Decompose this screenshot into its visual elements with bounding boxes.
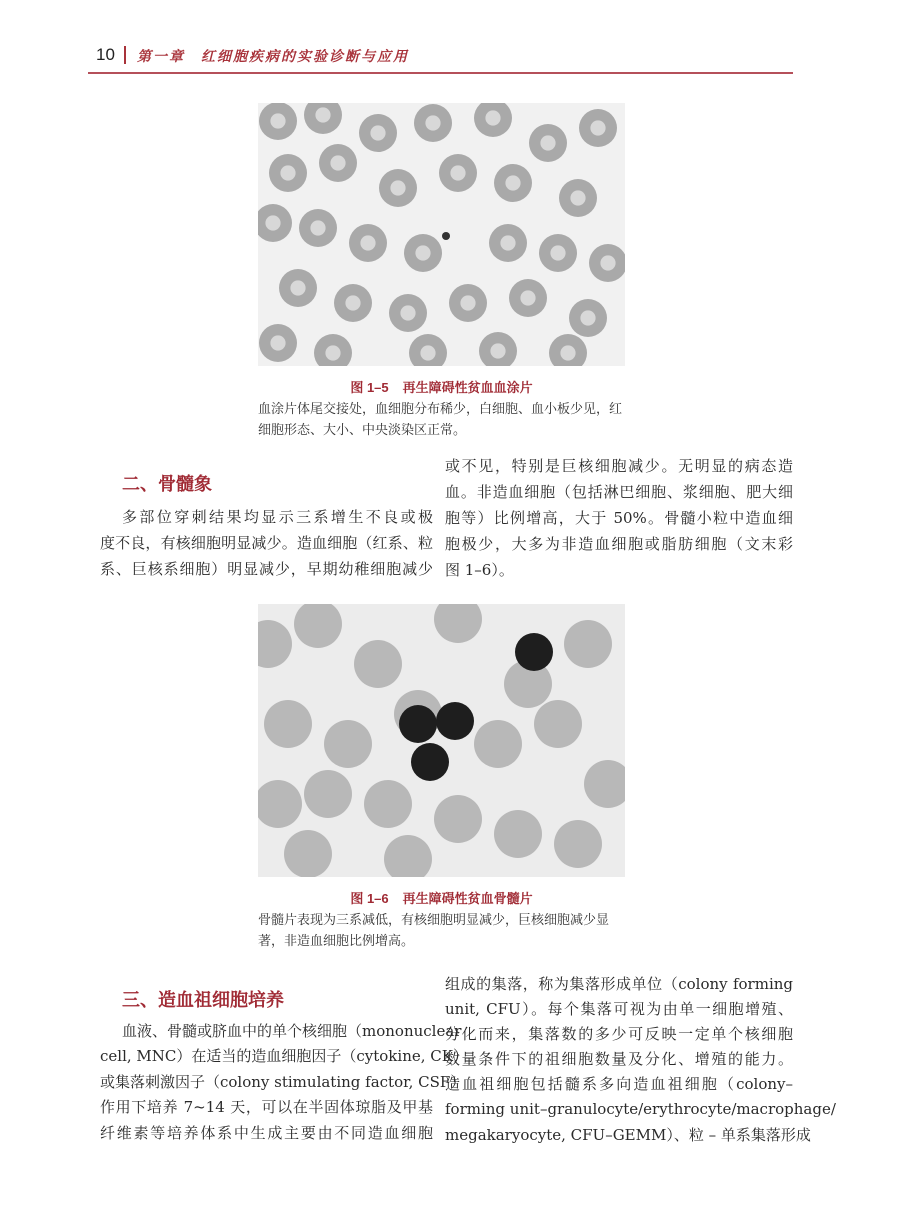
cell-central-pallor: [500, 235, 515, 250]
cell-central-pallor: [520, 290, 535, 305]
running-title: [137, 46, 425, 66]
cell-central-pallor: [415, 245, 430, 260]
figure-title: 再生障碍性贫血骨髓片: [402, 891, 533, 906]
red-blood-cell: [494, 810, 542, 858]
paragraph-line: 数量条件下的祖细胞数量及分化、增殖的能力。: [445, 1050, 793, 1068]
figure-label: 图 1–6: [350, 891, 389, 906]
page-number: 10: [96, 45, 115, 64]
paragraph-line: 纤维素等培养体系中生成主要由不同造血细胞: [100, 1124, 433, 1142]
cell-central-pallor: [460, 295, 475, 310]
section-heading-bone-marrow: 二、骨髓象: [122, 474, 212, 494]
paragraph-line: megakaryocyte, CFU–GEMM）、粒 – 单系集落形成: [445, 1126, 811, 1144]
cell-central-pallor: [485, 110, 500, 125]
cell-central-pallor: [590, 120, 605, 135]
paragraph-line: 多部位穿刺结果均显示三系增生不良或极: [122, 508, 433, 526]
figure-1-6-caption-line: 骨髓片表现为三系减低，有核细胞明显减少，巨核细胞减少显: [258, 913, 610, 928]
cell-central-pallor: [270, 335, 285, 350]
chapter-title: 红细胞疾病的实验诊断与应用: [201, 49, 409, 65]
header-divider: [124, 46, 126, 64]
figure-1-5-title: [258, 377, 625, 396]
cell-central-pallor: [265, 215, 280, 230]
figure-1-5-caption-line: 细胞形态、大小、中央淡染区正常。: [258, 423, 467, 438]
red-blood-cell: [534, 700, 582, 748]
paragraph-line: 组成的集落，称为集落形成单位（colony forming: [445, 975, 793, 993]
paragraph-line: 或不见，特别是巨核细胞减少。无明显的病态造: [445, 457, 793, 475]
cell-central-pallor: [570, 190, 585, 205]
paragraph-line: 造血祖细胞包括髓系多向造血祖细胞（colony–: [445, 1075, 793, 1093]
paragraph-line: 图 1–6）。: [445, 561, 514, 579]
cell-central-pallor: [600, 255, 615, 270]
cell-central-pallor: [325, 345, 340, 360]
cell-central-pallor: [540, 135, 555, 150]
red-blood-cell: [584, 760, 625, 808]
cell-central-pallor: [560, 345, 575, 360]
red-blood-cell: [434, 795, 482, 843]
cell-central-pallor: [345, 295, 360, 310]
figure-1-5-caption-line: 血涂片体尾交接处，血细胞分布稀少，白细胞、血小板少见，红: [258, 402, 623, 417]
cell-central-pallor: [450, 165, 465, 180]
figure-1-6-bone-marrow-image: [258, 604, 625, 877]
paragraph-line: 系、巨核系细胞）明显减少，早期幼稚细胞减少: [100, 560, 433, 578]
paragraph-line: 血液、骨髓或脐血中的单个核细胞（mononuclear: [122, 1022, 462, 1040]
nucleated-cell: [411, 743, 449, 781]
cell-central-pallor: [280, 165, 295, 180]
header-rule: [88, 72, 793, 74]
cell-central-pallor: [330, 155, 345, 170]
nucleated-cell: [399, 705, 437, 743]
paragraph-line: forming unit–granulocyte/erythrocyte/macrophage/: [445, 1100, 836, 1118]
red-blood-cell: [564, 620, 612, 668]
red-blood-cell: [354, 640, 402, 688]
cell-central-pallor: [505, 175, 520, 190]
section-heading-progenitor-culture: 三、造血祖细胞培养: [122, 990, 284, 1010]
red-blood-cell: [258, 620, 292, 668]
figure-1-5-blood-smear-image: [258, 103, 625, 366]
cell-central-pallor: [315, 107, 330, 122]
red-blood-cell: [474, 720, 522, 768]
cell-central-pallor: [370, 125, 385, 140]
cell-central-pallor: [400, 305, 415, 320]
paragraph-line: 或集落刺激因子（colony stimulating factor, CSF）: [100, 1073, 466, 1091]
red-blood-cell: [294, 604, 342, 648]
cell-central-pallor: [360, 235, 375, 250]
red-blood-cell: [364, 780, 412, 828]
red-blood-cell: [324, 720, 372, 768]
nucleated-cell: [436, 702, 474, 740]
cell-central-pallor: [580, 310, 595, 325]
cell-central-pallor: [425, 115, 440, 130]
platelet: [442, 232, 450, 240]
red-blood-cell: [258, 780, 302, 828]
cell-central-pallor: [310, 220, 325, 235]
red-blood-cell: [434, 604, 482, 643]
paragraph-line: 胞等）比例增高，大于 50%。骨髓小粒中造血细: [445, 509, 793, 527]
paragraph-line: 度不良，有核细胞明显减少。造血细胞（红系、粒: [100, 534, 433, 552]
cell-central-pallor: [390, 180, 405, 195]
red-blood-cell: [554, 820, 602, 868]
nucleated-cell: [515, 633, 553, 671]
red-blood-cell: [304, 770, 352, 818]
figure-label: 图 1–5: [350, 380, 389, 395]
paragraph-line: 血。非造血细胞（包括淋巴细胞、浆细胞、肥大细: [445, 483, 793, 501]
paragraph-line: 分化而来，集落数的多少可反映一定单个核细胞: [445, 1025, 793, 1043]
cell-central-pallor: [270, 113, 285, 128]
paragraph-line: cell, MNC）在适当的造血细胞因子（cytokine, CK）: [100, 1047, 468, 1065]
cell-central-pallor: [550, 245, 565, 260]
red-blood-cell: [264, 700, 312, 748]
figure-title: 再生障碍性贫血血涂片: [402, 380, 533, 395]
cell-central-pallor: [290, 280, 305, 295]
chapter-label: 第一章: [137, 49, 185, 65]
paragraph-line: 作用下培养 7~14 天，可以在半固体琼脂及甲基: [100, 1098, 433, 1116]
paragraph-line: unit, CFU）。每个集落可视为由单一细胞增殖、: [445, 1000, 793, 1018]
paragraph-line: 胞极少，大多为非造血细胞或脂肪细胞（文末彩: [445, 535, 793, 553]
red-blood-cell: [384, 835, 432, 877]
cell-central-pallor: [490, 343, 505, 358]
cell-central-pallor: [420, 345, 435, 360]
figure-1-6-caption-line: 著，非造血细胞比例增高。: [258, 934, 415, 949]
figure-1-6-title: [258, 888, 625, 907]
red-blood-cell: [284, 830, 332, 877]
